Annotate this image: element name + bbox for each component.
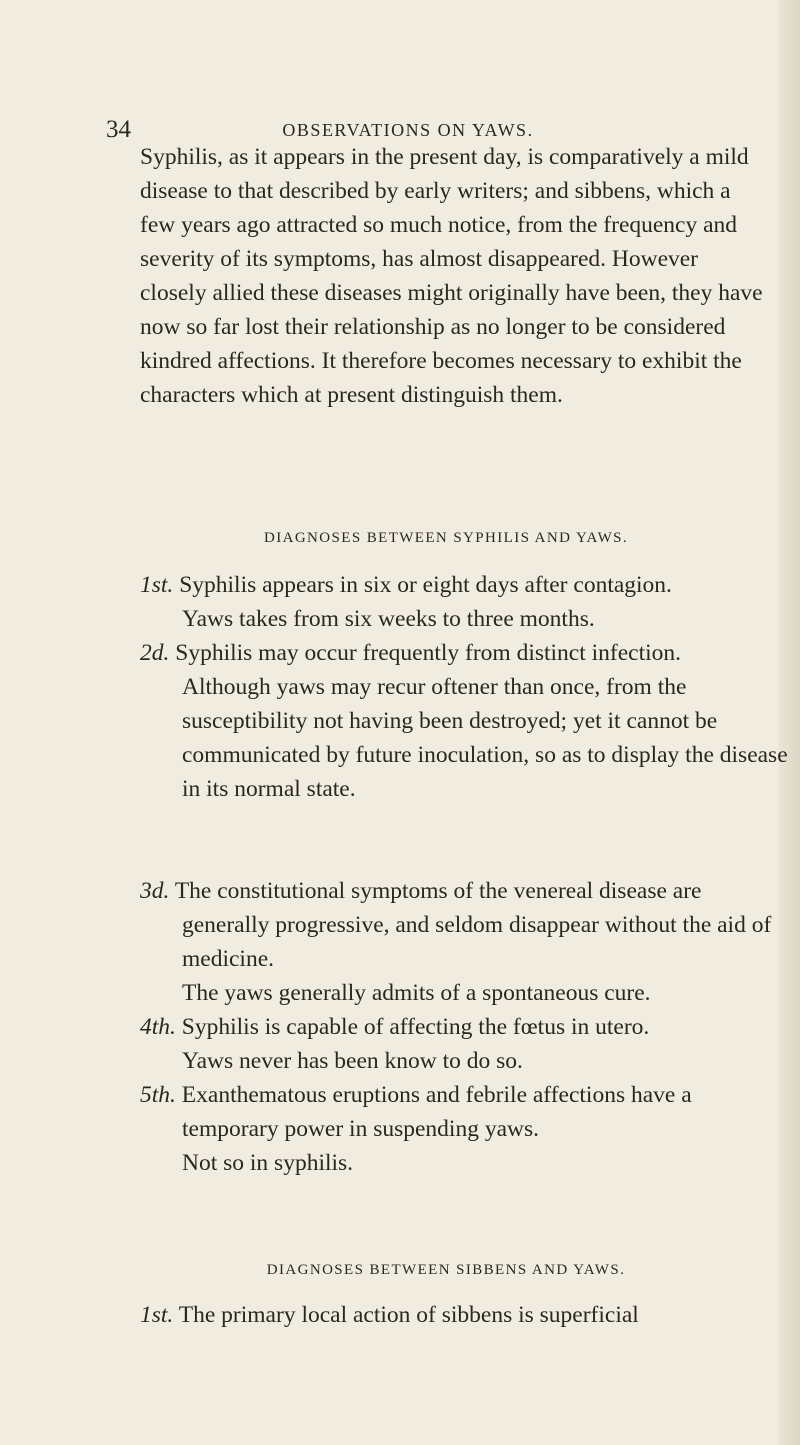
item-text: Syphilis may occur frequently from distinct infection. — [175, 640, 682, 666]
diagnosis-item-3 — [140, 874, 790, 1010]
item-continuation: Although yaws may recur oftener than once, from the susceptibility not having been destroyed; yet it cannot be communicated by future inoculation, so as to display the disease in its normal state. — [182, 674, 788, 802]
item-number: 4th. — [140, 1014, 176, 1040]
section-heading-syphilis-yaws: DIAGNOSES BETWEEN SYPHILIS AND YAWS. — [263, 530, 629, 546]
item-text: The primary local action of sibbens is superficial — [178, 1302, 639, 1328]
item-continuation: Yaws takes from six weeks to three months. — [182, 606, 595, 632]
diagnosis-item-sibbens-1 — [140, 1298, 790, 1332]
item-number: 3d. — [140, 878, 170, 904]
item-continuation: Yaws never has been know to do so. — [182, 1048, 523, 1074]
page-number: 34 — [106, 116, 131, 143]
item-continuation: The yaws generally admits of a spontaneous cure. — [182, 980, 651, 1006]
diagnosis-item-1 — [140, 568, 790, 636]
running-title: OBSERVATIONS ON YAWS. — [282, 120, 534, 140]
item-number: 1st. — [140, 1302, 174, 1328]
section-heading-sibbens-yaws: DIAGNOSES BETWEEN SIBBENS AND YAWS. — [266, 1262, 626, 1278]
diagnosis-item-2 — [140, 636, 790, 806]
intro-paragraph: Syphilis, as it appears in the present day, is comparatively a mild disease to that described by early writers; and sibbens, which a few years ago attracted so much notice, from the frequency and severity of its symptoms, has almost disappeared. However closely allied these diseases might originally have been, they have now so far lost their relationship as no longer to be considered kindred affections. It therefore becomes necessary to exhibit the characters which at present distinguish them. — [140, 144, 763, 408]
item-text: Syphilis appears in six or eight days after contagion. — [179, 572, 672, 598]
item-continuation: Not so in syphilis. — [182, 1150, 354, 1176]
item-number: 5th. — [140, 1082, 176, 1108]
diagnosis-item-4 — [140, 1010, 790, 1078]
diagnosis-item-5 — [140, 1078, 790, 1180]
item-text: Exanthematous eruptions and febrile affections have a temporary power in suspending yaws. — [181, 1082, 692, 1142]
item-text: Syphilis is capable of affecting the fœtus in utero. — [181, 1014, 650, 1040]
item-number: 1st. — [140, 572, 174, 598]
item-text: The constitutional symptoms of the venereal disease are generally progressive, and seldom disappear without the aid of medicine. — [174, 878, 772, 972]
item-number: 2d. — [140, 640, 170, 666]
